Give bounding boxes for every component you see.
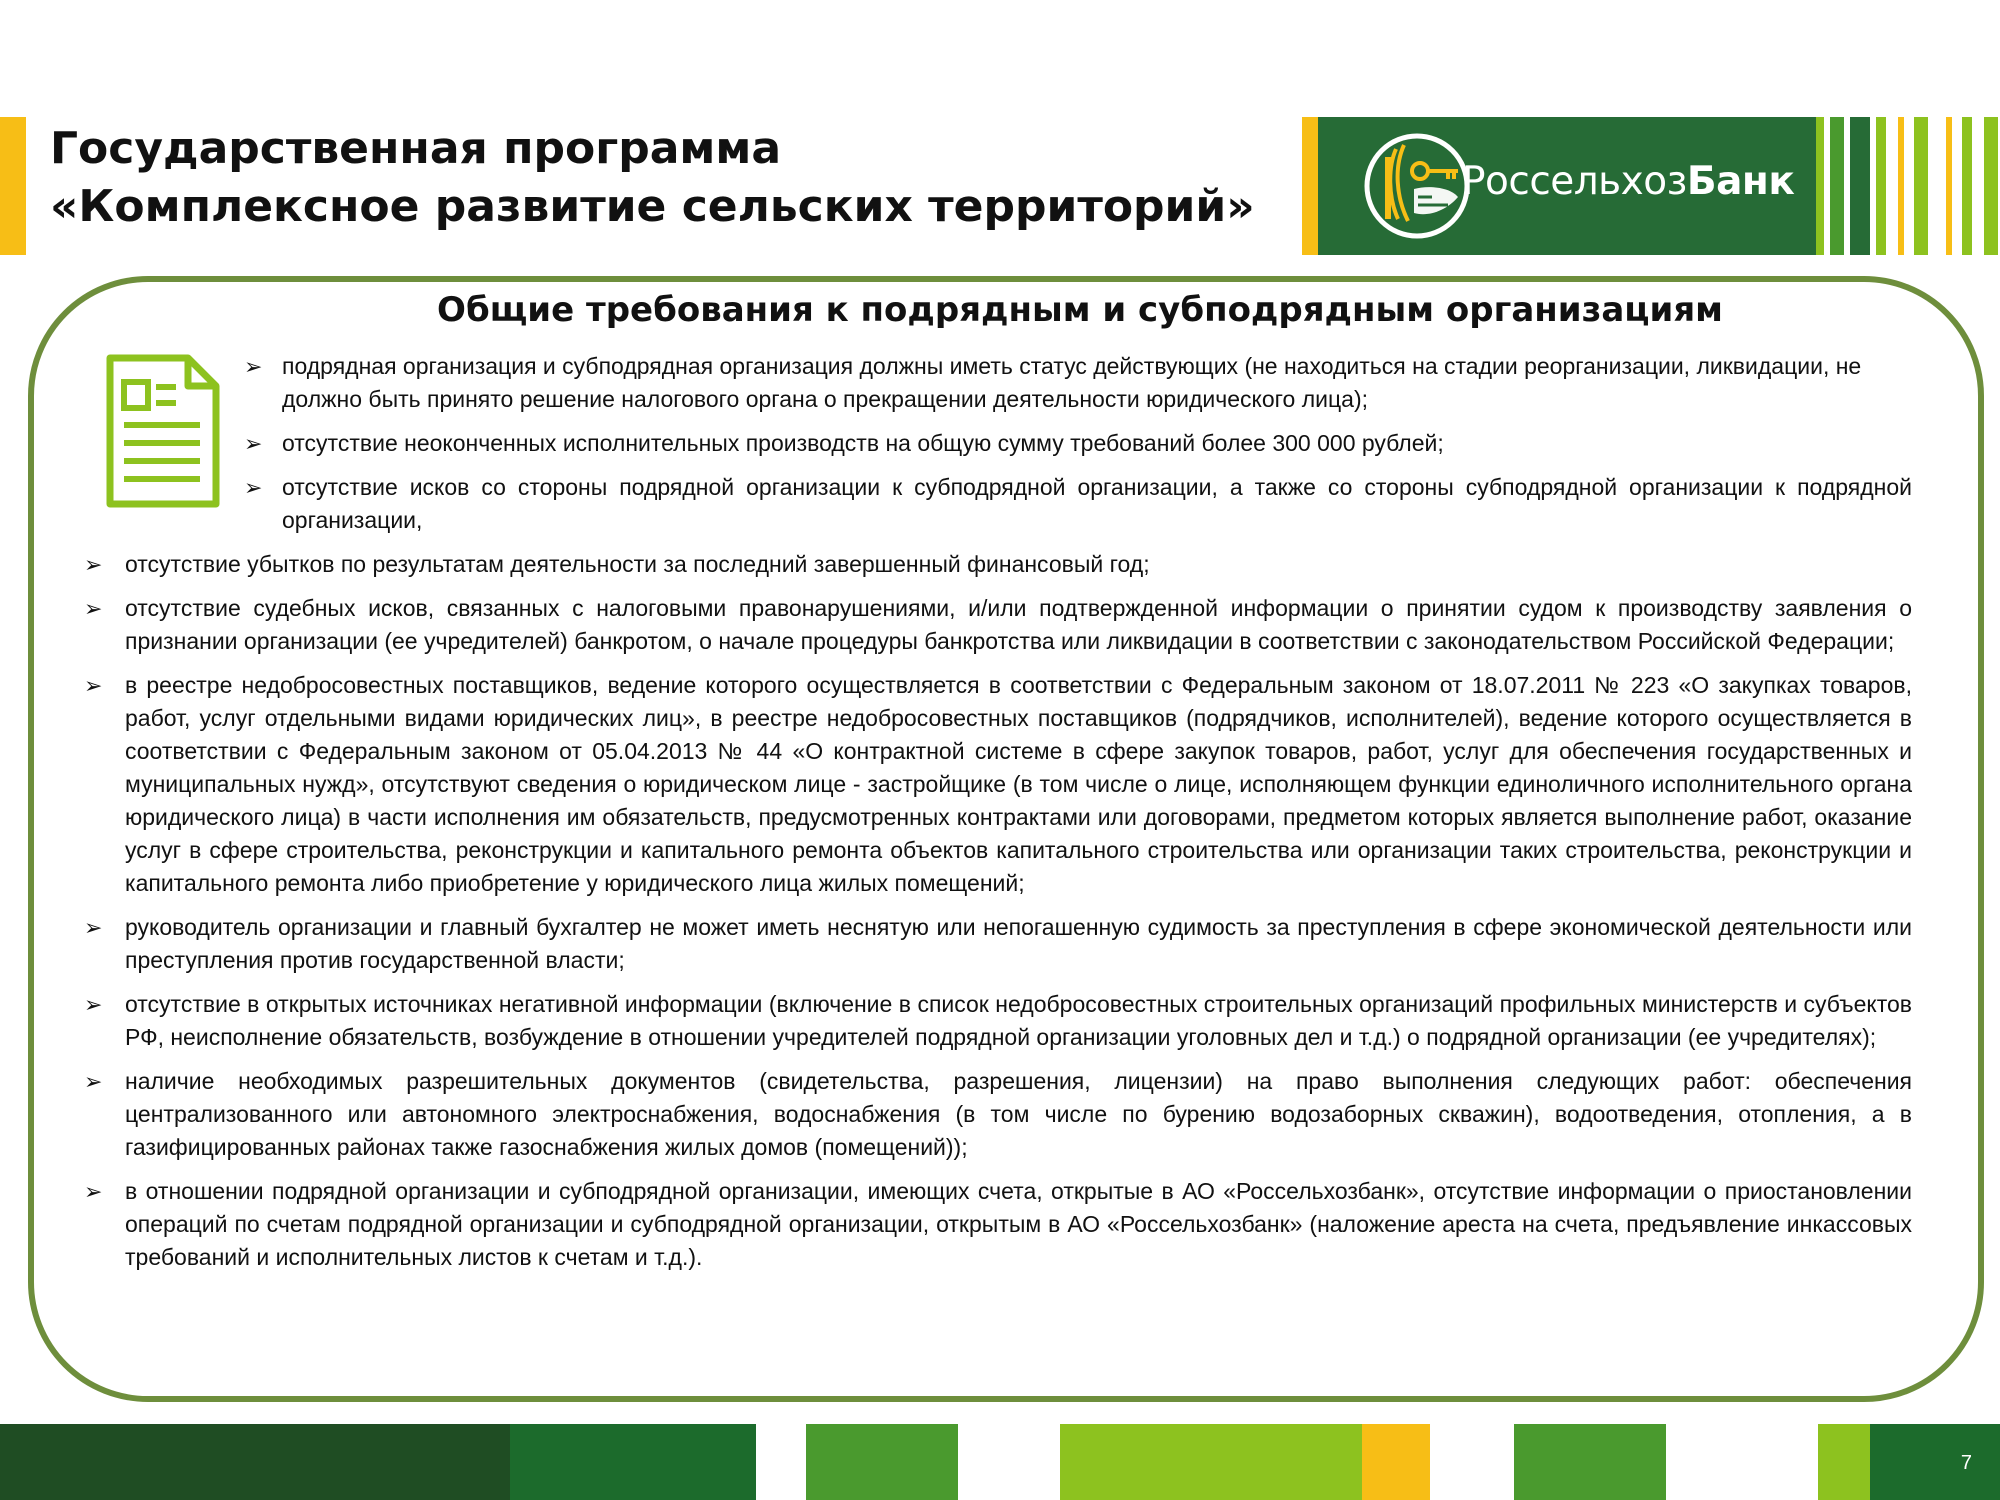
brand-stripe <box>1898 117 1904 255</box>
brand-stripe <box>1946 117 1952 255</box>
list-item: ➢ в отношении подрядной организации и субподрядной организации, имеющих счета, открытые в АО «Россельхозбанк», отсутствие информации о приостановлении операций по счетам подрядной организации и субподрядной организации, открытым в АО «Россельхозбанк» (наложение ареста на счета, предъявление инкассовых требований и исполнительных листов к счетам и т.д.). <box>84 1175 1912 1274</box>
list-item: ➢ отсутствие неоконченных исполнительных производств на общую сумму требований более 300 000 рублей; <box>244 427 1912 460</box>
section-title: Общие требования к подрядным и субподрядным организациям <box>437 290 1723 330</box>
brand-stripe <box>1876 117 1886 255</box>
page-number: 7 <box>1960 1452 1972 1474</box>
footer-block <box>1514 1424 1666 1500</box>
arrow-bullet-icon: ➢ <box>244 354 263 379</box>
footer-stripe-bar <box>0 1424 2000 1500</box>
list-item: ➢ отсутствие судебных исков, связанных с налоговыми правонарушениями, и/или подтвержденной информации о принятии судом к производству заявления о признании организации (ее учредителей) банкротом, о начале процедуры банкротства или ликвидации в соответствии с законодательством Российской Федерации; <box>84 592 1912 658</box>
brand-panel <box>1318 117 1816 255</box>
list-item: ➢ отсутствие убытков по результатам деятельности за последний завершенный финансовый год; <box>84 548 1912 581</box>
brand-stripe <box>1816 117 1824 255</box>
arrow-bullet-icon: ➢ <box>244 475 263 500</box>
arrow-bullet-icon: ➢ <box>84 915 103 940</box>
footer-block <box>1870 1424 2000 1500</box>
footer-block <box>1060 1424 1362 1500</box>
brand-stripe <box>1850 117 1870 255</box>
list-item: ➢ руководитель организации и главный бухгалтер не может иметь неснятую или непогашенную судимость за преступления в сфере экономической деятельности или преступления против государственной власти; <box>84 911 1912 977</box>
footer-block <box>806 1424 958 1500</box>
brand-stripe <box>1984 117 1998 255</box>
list-item: ➢ наличие необходимых разрешительных документов (свидетельства, разрешения, лицензии) на право выполнения следующих работ: обеспечения централизованного или автономного электроснабжения, водоснабжения (в том числе по бурению водозаборных скважин), водоотведения, отопления, а в газифицированных районах также газоснабжения жилых домов (помещений)); <box>84 1065 1912 1164</box>
list-item: ➢ подрядная организация и субподрядная организация должны иметь статус действующих (не находиться на стадии реорганизации, ликвидации, не должно быть принято решение налогового органа о прекращении деятельности юридического лица); <box>244 350 1912 416</box>
footer-block <box>0 1424 510 1500</box>
arrow-bullet-icon: ➢ <box>244 431 263 456</box>
page-title <box>50 120 1280 236</box>
requirements-list <box>84 350 1912 1285</box>
arrow-bullet-icon: ➢ <box>84 1179 103 1204</box>
footer-block <box>1818 1424 1870 1500</box>
list-item: ➢ отсутствие исков со стороны подрядной организации к субподрядной организации, а также со стороны субподрядной организации к подрядной организации, <box>244 471 1912 537</box>
arrow-bullet-icon: ➢ <box>84 1069 103 1094</box>
brand-name: РоссельхозБанк <box>1462 159 1795 204</box>
brand-stripe <box>1830 117 1844 255</box>
brand-banner <box>1302 117 2000 255</box>
footer-block <box>510 1424 756 1500</box>
rshb-wheat-key-logo-icon <box>1358 127 1476 245</box>
brand-stripe <box>1914 117 1928 255</box>
brand-stripe-yellow <box>1302 117 1318 255</box>
arrow-bullet-icon: ➢ <box>84 552 103 577</box>
arrow-bullet-icon: ➢ <box>84 673 103 698</box>
arrow-bullet-icon: ➢ <box>84 596 103 621</box>
arrow-bullet-icon: ➢ <box>84 992 103 1017</box>
list-item: ➢ отсутствие в открытых источниках негативной информации (включение в список недобросовестных строительных организаций профильных министерств и субъектов РФ, неисполнение обязательств, возбуждение в отношении учредителей подрядной организации уголовных дел и т.д.) о подрядной организации (ее учредителях); <box>84 988 1912 1054</box>
page-title-line-1: Государственная программа <box>50 123 782 174</box>
title-accent-bar <box>0 117 26 255</box>
list-item: ➢ в реестре недобросовестных поставщиков, ведение которого осуществляется в соответствии с Федеральным законом от 18.07.2011 № 223 «О закупках товаров, работ, услуг отдельными видами юридических лиц», в реестре недобросовестных поставщиков (подрядчиков, исполнителей), ведение которого осуществляется в соответствии с Федеральным законом от 05.04.2013 № 44 «О контрактной системе в сфере закупок товаров, работ, услуг для обеспечения государственных и муниципальных нужд», отсутствуют сведения о юридическом лице - застройщике (в том числе о лице, исполняющем функции единоличного исполнительного органа юридического лица) в части исполнения им обязательств, предусмотренных контрактами или договорами, предметом которых является выполнение работ, оказание услуг в сфере строительства, реконструкции и капитального ремонта объектов капитального строительства или организации таких строительства, реконструкции и капитального ремонта либо приобретение у юридического лица жилых помещений; <box>84 669 1912 900</box>
footer-block <box>1362 1424 1430 1500</box>
page-title-line-2: «Комплексное развитие сельских территорий» <box>50 181 1255 232</box>
brand-stripe <box>1962 117 1972 255</box>
